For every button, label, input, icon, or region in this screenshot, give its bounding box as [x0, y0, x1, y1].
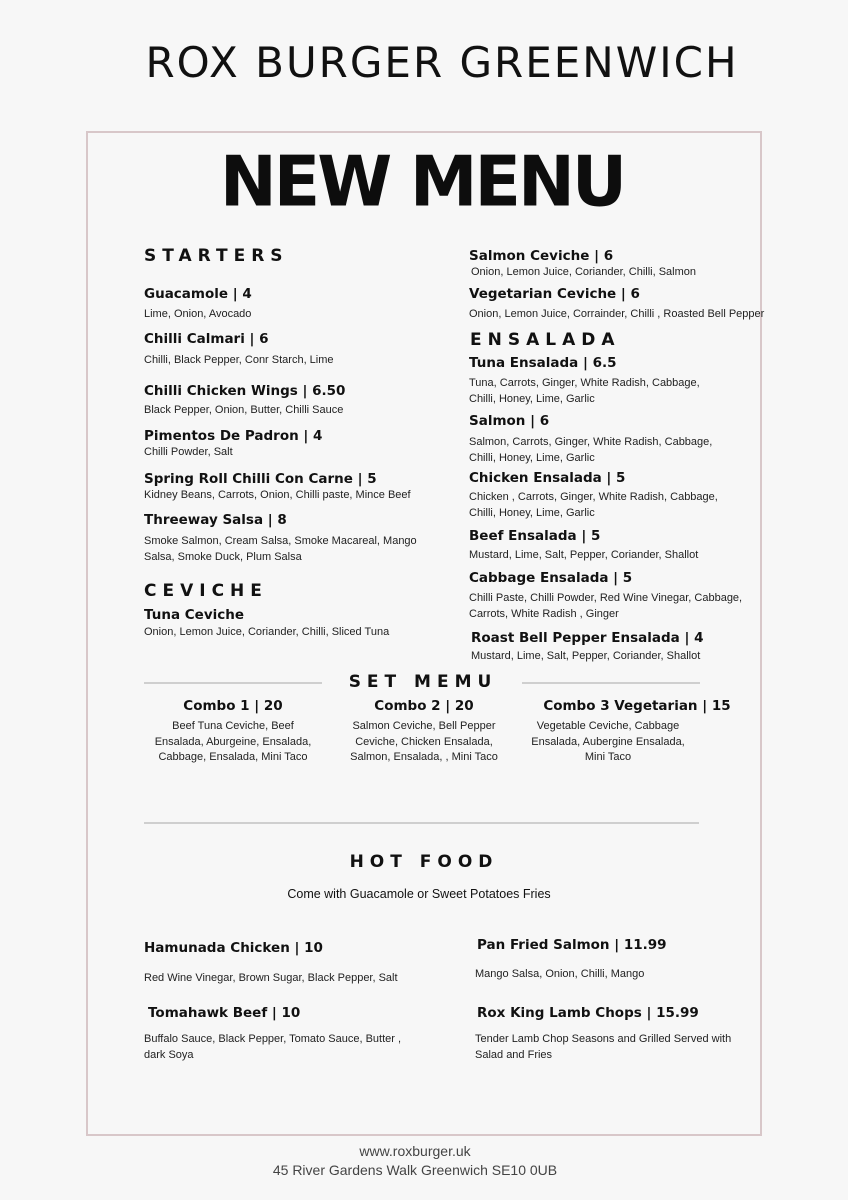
ensalada-item-desc: Mustard, Lime, Salt, Pepper, Coriander, Shallot [471, 650, 701, 662]
ensalada-item-name: Salmon | 6 [469, 413, 550, 429]
section-title-ensalada: ENSALADA [470, 330, 621, 350]
hot-food-item-desc: Tender Lamb Chop Seasons and Grilled Served with Salad and Fries [475, 1033, 732, 1061]
ensalada-item-name: Roast Bell Pepper Ensalada | 4 [471, 630, 704, 646]
hot-food-item-desc: Buffalo Sauce, Black Pepper, Tomato Sauce, Butter , dark Soya [144, 1033, 402, 1061]
ceviche-item-desc: Onion, Lemon Juice, Coriander, Chilli, Salmon [471, 266, 697, 278]
starter-item-desc: Black Pepper, Onion, Butter, Chilli Sauce [144, 404, 344, 416]
hot-food-item-desc: Red Wine Vinegar, Brown Sugar, Black Pepper, Salt [144, 972, 398, 984]
starter-item-name: Threeway Salsa | 8 [144, 512, 287, 528]
starter-item-desc: Smoke Salmon, Cream Salsa, Smoke Macareal, Mango Salsa, Smoke Duck, Plum Salsa [144, 535, 417, 563]
combo-name: Combo 3 Vegetarian | 15 [543, 698, 731, 714]
ceviche-item-name: Vegetarian Ceviche | 6 [469, 286, 640, 302]
website-link[interactable]: www.roxburger.uk [359, 1143, 471, 1159]
ensalada-item-name: Cabbage Ensalada | 5 [469, 570, 633, 586]
ceviche-item-name: Tuna Ceviche [144, 607, 245, 623]
combo-name: Combo 2 | 20 [374, 698, 474, 714]
starter-item-desc: Lime, Onion, Avocado [144, 308, 252, 320]
starter-item-name: Guacamole | 4 [144, 286, 252, 302]
hot-food-item-name: Tomahawk Beef | 10 [148, 1005, 301, 1021]
starter-item-desc: Chilli, Black Pepper, Conr Starch, Lime [144, 354, 334, 366]
starter-item-desc: Kidney Beans, Carrots, Onion, Chilli paste, Mince Beef [144, 489, 411, 501]
restaurant-name: ROX BURGER GREENWICH [145, 38, 739, 87]
hot-food-item-name: Pan Fried Salmon | 11.99 [477, 937, 667, 953]
section-title-set-menu: SET MEMU [348, 672, 498, 692]
hot-food-item-desc: Mango Salsa, Onion, Chilli, Mango [475, 968, 645, 980]
starter-item-name: Chilli Calmari | 6 [144, 331, 269, 347]
combo-desc: Beef Tuna Ceviche, Beef Ensalada, Aburgeine, Ensalada, Cabbage, Ensalada, Mini Taco [154, 720, 312, 763]
section-title-hot-food: HOT FOOD [349, 852, 499, 872]
ensalada-item-desc: Salmon, Carrots, Ginger, White Radish, Cabbage, Chilli, Honey, Lime, Garlic [469, 436, 713, 464]
hot-food-subtitle: Come with Guacamole or Sweet Potatoes Fries [287, 887, 551, 901]
starter-item-desc: Chilli Powder, Salt [144, 446, 233, 458]
combo-desc: Vegetable Ceviche, Cabbage Ensalada, Aubergine Ensalada, Mini Taco [531, 720, 685, 763]
ceviche-item-desc: Onion, Lemon Juice, Coriander, Chilli, Sliced Tuna [144, 626, 390, 638]
starter-item-name: Pimentos De Padron | 4 [144, 428, 323, 444]
section-title-starters: STARTERS [144, 246, 289, 266]
hot-food-item-name: Rox King Lamb Chops | 15.99 [477, 1005, 699, 1021]
starter-item-name: Spring Roll Chilli Con Carne | 5 [144, 471, 377, 487]
ensalada-item-desc: Mustard, Lime, Salt, Pepper, Coriander, Shallot [469, 549, 699, 561]
combo-desc: Salmon Ceviche, Bell Pepper Ceviche, Chicken Ensalada, Salmon, Ensalada, , Mini Taco [350, 720, 498, 763]
hot-food-item-name: Hamunada Chicken | 10 [144, 940, 323, 956]
ensalada-item-name: Tuna Ensalada | 6.5 [469, 355, 617, 371]
ceviche-item-desc: Onion, Lemon Juice, Corrainder, Chilli , Roasted Bell Pepper [469, 308, 765, 320]
combo-name: Combo 1 | 20 [183, 698, 283, 714]
section-divider [144, 822, 699, 824]
ensalada-item-name: Beef Ensalada | 5 [469, 528, 601, 544]
menu-headline: NEW MENU [219, 142, 625, 223]
address-text: 45 River Gardens Walk Greenwich SE10 0UB [272, 1162, 558, 1178]
ensalada-item-desc: Chicken , Carrots, Ginger, White Radish, Cabbage, Chilli, Honey, Lime, Garlic [469, 491, 718, 519]
section-title-ceviche: CEVICHE [144, 581, 268, 601]
starter-item-name: Chilli Chicken Wings | 6.50 [144, 383, 346, 399]
ensalada-item-desc: Tuna, Carrots, Ginger, White Radish, Cabbage, Chilli, Honey, Lime, Garlic [469, 377, 700, 405]
ceviche-item-name: Salmon Ceviche | 6 [469, 248, 614, 264]
set-menu-rule-left [144, 682, 322, 684]
ensalada-item-desc: Chilli Paste, Chilli Powder, Red Wine Vinegar, Cabbage, Carrots, White Radish , Ginger [469, 592, 743, 620]
ensalada-item-name: Chicken Ensalada | 5 [469, 470, 626, 486]
set-menu-rule-right [522, 682, 700, 684]
